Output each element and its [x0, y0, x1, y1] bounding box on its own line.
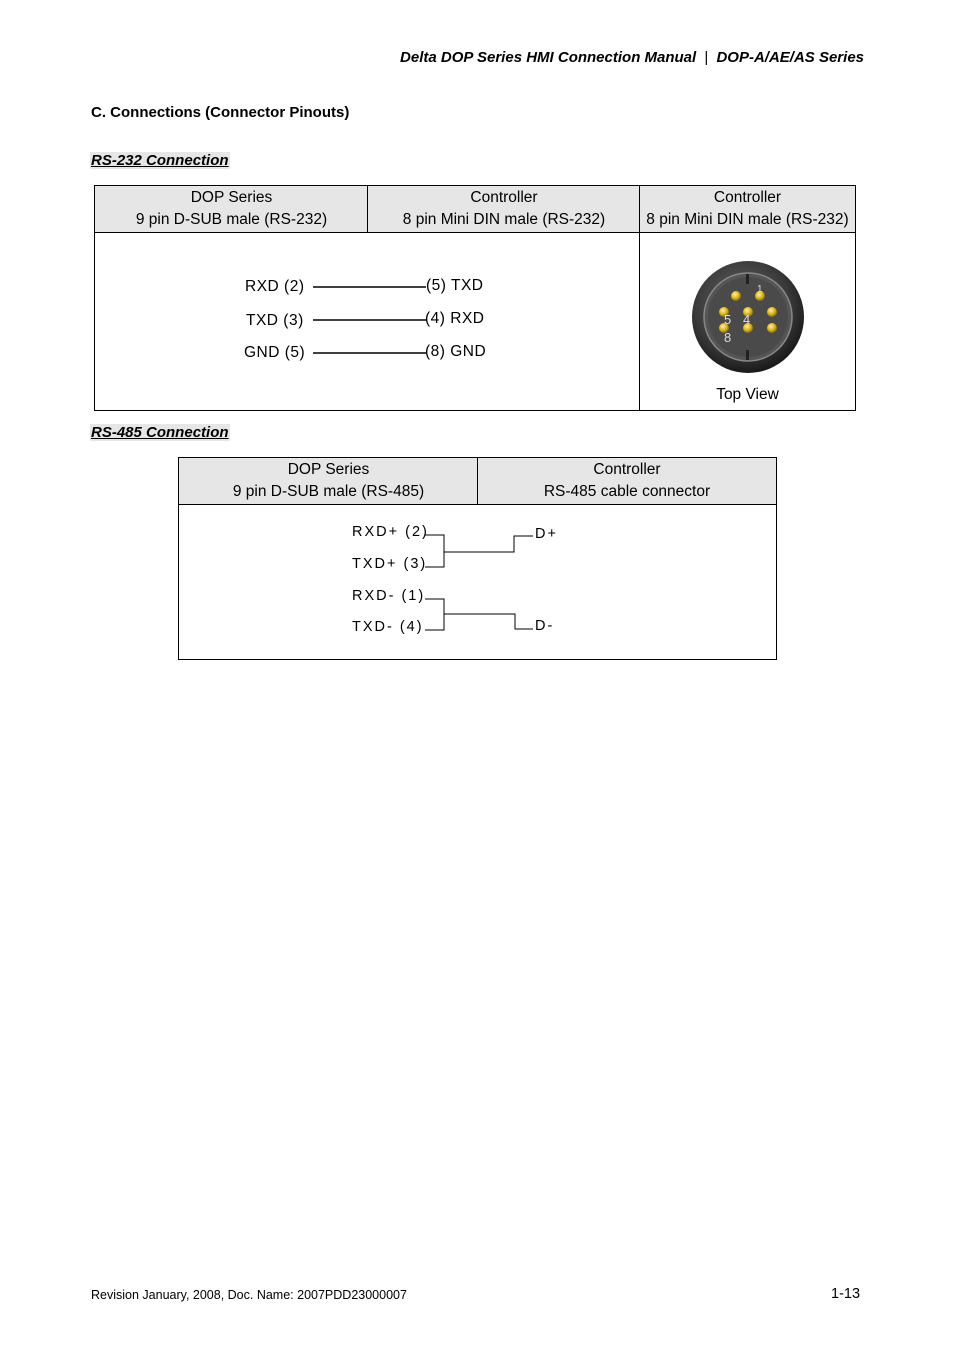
rs485-col-controller-line1: Controller [593, 461, 661, 478]
rs232-left-pin: TXD (3) [246, 312, 304, 329]
rs485-col-dop-line2: 9 pin D-SUB male (RS-485) [232, 483, 425, 500]
rs485-wires [179, 458, 776, 659]
wire-d-minus-trunk [444, 614, 533, 629]
connector-caption: Top View [716, 386, 779, 403]
rs232-right-pin: (5) TXD [426, 277, 484, 294]
rs485-pin-rxd-plus: RXD+ (2) [352, 524, 429, 540]
pin-8 [767, 323, 777, 333]
rs485-signal-d-minus: D- [535, 618, 555, 634]
pin-label-4: 4 [743, 312, 751, 327]
pin-2 [731, 291, 741, 301]
rs232-col-view-line1: Controller [713, 189, 782, 206]
rs232-col-dop-line2: 9 pin D-SUB male (RS-232) [135, 211, 328, 228]
pin-5 [767, 307, 777, 317]
rs232-left-pin: GND (5) [244, 344, 306, 361]
header-title: Delta DOP Series HMI Connection Manual [400, 49, 697, 66]
footer-revision: Revision January, 2008, Doc. Name: 2007PDD23000007 [91, 1288, 407, 1302]
section-title: C. Connections (Connector Pinouts) [91, 104, 350, 121]
rs232-col-controller-line1: Controller [470, 189, 538, 206]
mini-din-connector-icon [681, 252, 815, 382]
running-header [0, 49, 864, 66]
rs232-col-dop-line1: DOP Series [190, 189, 273, 206]
rs485-table [178, 457, 777, 660]
rs232-right-pin: (8) GND [425, 343, 487, 360]
header-series: DOP-A/AE/AS Series [716, 49, 864, 66]
rs485-signal-d-plus: D+ [535, 526, 558, 542]
rs232-col-controller-view [640, 186, 855, 233]
rs485-pin-rxd-minus: RXD- (1) [352, 588, 426, 604]
page-number: 1-13 [831, 1286, 861, 1302]
rs232-heading-wrap [90, 152, 230, 170]
rs232-col-view-line2: 8 pin Mini DIN male (RS-232) [646, 211, 849, 228]
wire-d-minus-bracket [425, 599, 444, 630]
wire-d-plus-bracket [425, 535, 444, 567]
rs232-right-pin: (4) RXD [425, 310, 485, 327]
rs485-col-dop-line1: DOP Series [287, 461, 370, 478]
pin-label-1: 1 [757, 284, 763, 295]
rs232-col-controller-line2: 8 pin Mini DIN male (RS-232) [402, 211, 606, 228]
rs485-pin-txd-minus: TXD- (4) [352, 619, 424, 635]
rs232-wires [95, 186, 640, 410]
rs232-heading: RS-232 Connection [91, 152, 229, 169]
wire-d-plus-trunk [444, 536, 533, 552]
header-separator: | [704, 49, 709, 66]
pin-label-8: 8 [724, 330, 732, 345]
rs485-col-controller-line2: RS-485 cable connector [543, 483, 711, 500]
rs232-table [94, 185, 856, 411]
pin-label-5: 5 [724, 312, 732, 327]
rs232-left-pin: RXD (2) [245, 278, 305, 295]
rs485-pin-txd-plus: TXD+ (3) [352, 556, 428, 572]
rs485-heading: RS-485 Connection [91, 424, 229, 441]
rs485-heading-wrap [90, 424, 230, 442]
